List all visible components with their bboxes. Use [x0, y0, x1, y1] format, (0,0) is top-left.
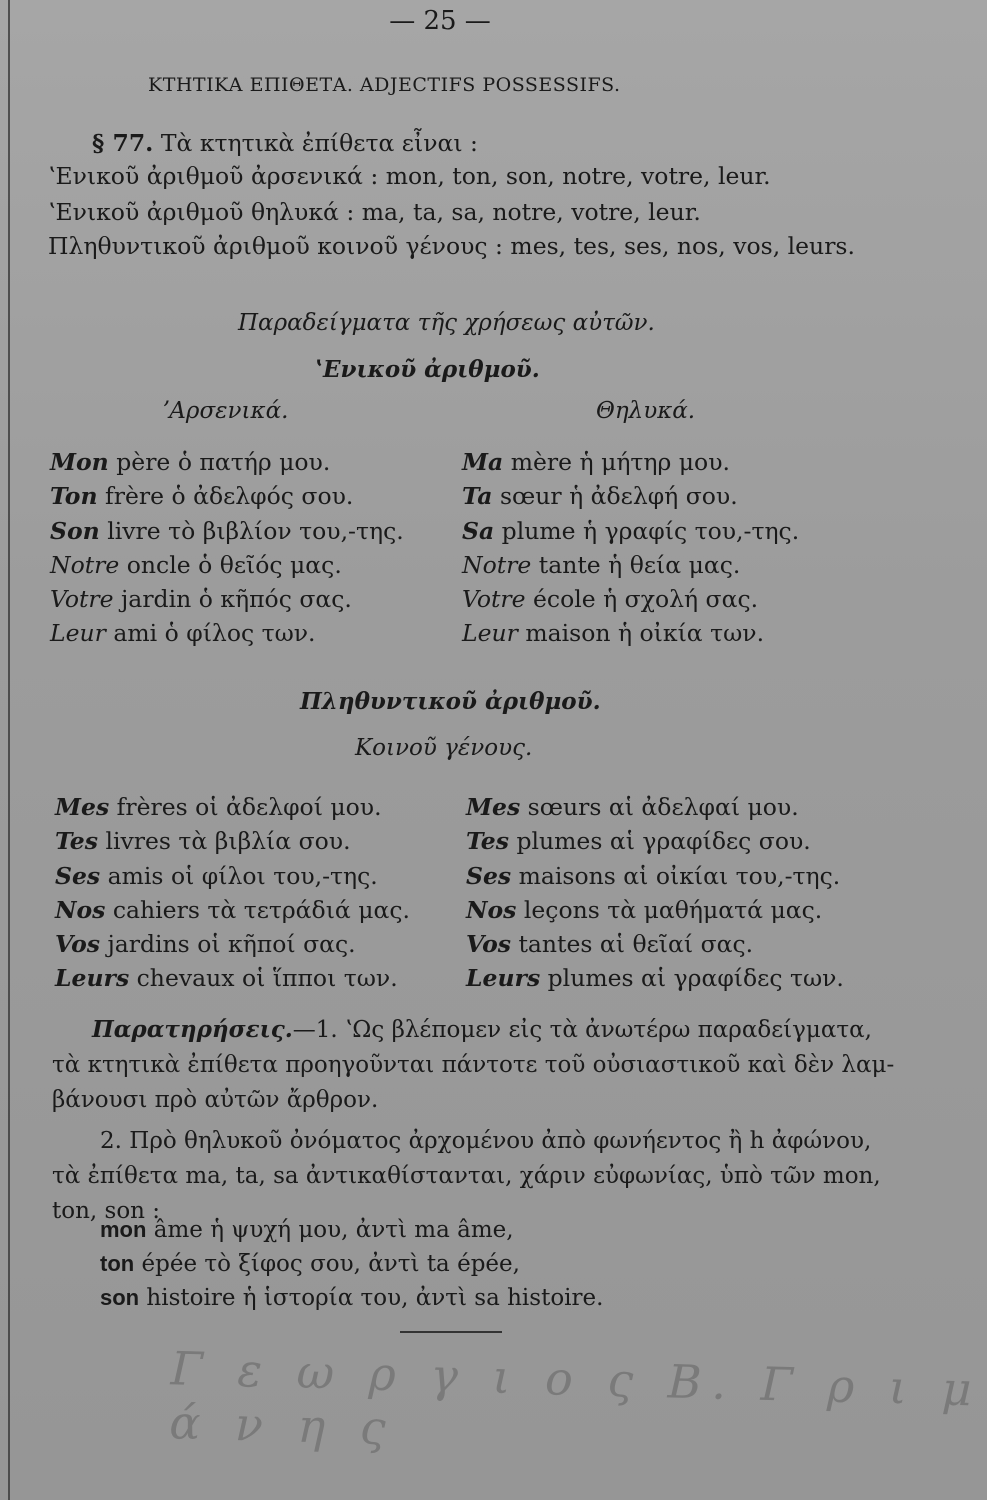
section-line-2: ʽΕνικοῦ ἀριθμοῦ θηλυκά : ma, ta, sa, notre, votre, leur.	[48, 198, 701, 226]
list-item: ton épée τὸ ξίφος σου, ἀντὶ ta épée,	[100, 1251, 520, 1277]
masculine-label: ʼΑρσενικά.	[162, 398, 289, 424]
remark-2-line-2: τὰ ἐπίθετα ma, ta, sa ἀντικαθίστανται, χάριν εὐφωνίας, ὑπὸ τῶν mon,	[52, 1163, 881, 1189]
plural-title: Πληθυντικοῦ ἀριθμοῦ.	[300, 688, 601, 715]
list-item: Leurs chevaux οἱ ἵπποι των.	[55, 964, 398, 993]
list-item: Leur maison ἡ οἰκία των.	[462, 619, 765, 648]
section-number: § 77.	[92, 129, 154, 157]
list-item: Son livre τὸ βιβλίον του,-της.	[50, 516, 404, 545]
list-item: Mon père ὁ πατήρ μου.	[50, 448, 331, 476]
section-line-1: ʽΕνικοῦ ἀριθμοῦ ἀρσενικά : mon, ton, son, notre, votre, leur.	[48, 162, 771, 190]
list-item: Votre école ἡ σχολή σας.	[462, 585, 759, 614]
list-item: Mes frères οἱ ἀδελφοί μου.	[55, 793, 382, 821]
page-header: ΚΤΗΤΙΚΑ ΕΠΙΘΕΤΑ. ADJECTIFS POSSESSIFS.	[148, 74, 621, 96]
list-item: Notre tante ἡ θεία μας.	[462, 550, 741, 579]
section-intro	[92, 127, 478, 159]
list-item: Ma mère ἡ μήτηρ μου.	[462, 448, 730, 476]
list-item: Ton frère ὁ ἀδελφός σου.	[50, 482, 354, 511]
handwritten-note: Γ ε ω ρ γ ι ο ς Β. Γ ρ ι μ ά ν η ς	[168, 1341, 983, 1456]
list-item: Ses amis οἱ φίλοι του,-της.	[55, 861, 378, 890]
list-item: Tes livres τὰ βιβλία σου.	[55, 827, 351, 856]
list-item: Vos tantes αἱ θεῖαί σας.	[466, 930, 754, 959]
examples-title: Παραδείγματα τῆς χρήσεως αὐτῶν.	[238, 310, 655, 336]
binding-edge	[8, 0, 10, 1500]
remark-2-line-3: ton, son :	[52, 1198, 161, 1224]
masculine-list	[50, 445, 404, 651]
singular-title: ʽΕνικοῦ ἀριθμοῦ.	[315, 356, 540, 383]
list-item: Votre jardin ὁ κῆπός σας.	[50, 585, 352, 614]
list-item: Nos leçons τὰ μαθήματά μας.	[466, 895, 823, 924]
plural-right-list	[466, 790, 844, 996]
list-item: Sa plume ἡ γραφίς του,-της.	[462, 516, 800, 545]
remark-1-line-1: Παρατηρήσεις.—1. ʽΩς βλέπομεν εἰς τὰ ἀνωτέρω παραδείγματα,	[92, 1016, 872, 1043]
remark-2-line-1: 2. Πρὸ θηλυκοῦ ὀνόματος ἀρχομένου ἀπὸ φωνήεντος ἢ h ἀφώνου,	[100, 1128, 872, 1154]
plural-subtitle: Κοινοῦ γένους.	[355, 735, 533, 761]
remarks-block	[52, 1012, 895, 1229]
list-item: Vos jardins οἱ κῆποί σας.	[55, 930, 356, 959]
list-item: Nos cahiers τὰ τετράδιά μας.	[55, 895, 411, 924]
list-item: Ta sœur ἡ ἀδελφή σου.	[462, 482, 738, 511]
remark-1-line-3: βάνουσι πρὸ αὐτῶν ἄρθρον.	[52, 1087, 379, 1113]
list-item: Leur ami ὁ φίλος των.	[50, 619, 316, 648]
feminine-label: Θηλυκά.	[596, 398, 696, 424]
remarks-label: Παρατηρήσεις.	[92, 1016, 293, 1043]
list-item: son histoire ἡ ἱστορία του, ἀντὶ sa histoire.	[100, 1285, 604, 1311]
remark-examples	[100, 1213, 603, 1315]
section-intro-text: Τὰ κτητικὰ ἐπίθετα εἶναι :	[160, 129, 478, 157]
list-item: mon âme ἡ ψυχή μου, ἀντὶ ma âme,	[100, 1217, 514, 1243]
list-item: Mes sœurs αἱ ἀδελφαί μου.	[466, 793, 799, 821]
list-item: Leurs plumes αἱ γραφίδες των.	[466, 964, 844, 993]
list-item: Ses maisons αἱ οἰκίαι του,-της.	[466, 861, 841, 890]
plural-left-list	[55, 790, 410, 996]
end-rule	[400, 1331, 502, 1333]
list-item: Notre oncle ὁ θεῖός μας.	[50, 550, 342, 579]
feminine-list	[462, 445, 799, 651]
page-number: — 25 —	[389, 6, 491, 36]
list-item: Tes plumes αἱ γραφίδες σου.	[466, 827, 811, 856]
section-line-3: Πληθυντικοῦ ἀριθμοῦ κοινοῦ γένους : mes, tes, ses, nos, vos, leurs.	[48, 232, 855, 260]
remark-1-line-2: τὰ κτητικὰ ἐπίθετα προηγοῦνται πάντοτε τοῦ οὐσιαστικοῦ καὶ δὲν λαμ-	[52, 1052, 895, 1078]
